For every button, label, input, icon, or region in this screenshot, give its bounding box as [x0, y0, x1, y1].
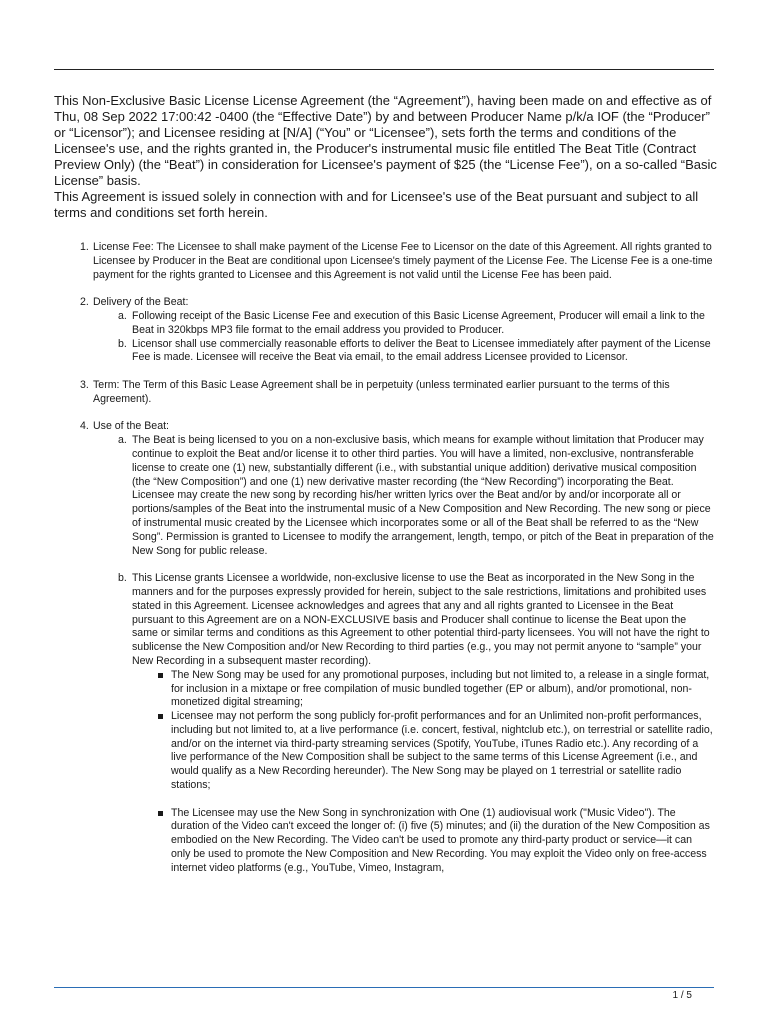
subclause-letter: a. — [118, 309, 127, 322]
clause-number: 4. — [80, 420, 89, 433]
bullet-text: Licensee may not perform the song publicly for-profit performances and for an Unlimited non-profit performances, including but not limited to, at a live performance (i.e. concert, festival, nightclub etc.), on terrestrial or satellite radio, and/or on the internet via third-party streaming services (Spotify, YouTube, iTunes Radio etc.). Any recording of a live performance of the New Composition shall be subject to the same terms of this License Agreement (i.e., and would qualify as a New Recording hereunder). The New Song may be played on 1 terrestrial or satellite radio stations; — [171, 710, 713, 792]
bullet-list — [156, 669, 714, 876]
bullet-text: The Licensee may use the New Song in synchronization with One (1) audiovisual work ("Music Video"). The duration of the Video can't exceed the longer of: (i) five (5) minutes; and (ii) the duration of the New Composition as embodied on the New Recording. The Video can't be used to promote any third-party product or service—it can only be used to promote the New Composition and New Recording. You may exploit the Video only on free-access internet video platforms (e.g., YouTube, Vimeo, Instagram, — [171, 806, 710, 874]
header-rule — [54, 69, 714, 70]
clause-number: 1. — [80, 241, 89, 253]
subclause-letter: a. — [118, 434, 127, 447]
bullet-item-performances — [156, 710, 714, 793]
square-bullet-icon — [158, 714, 163, 719]
bullet-text: The New Song may be used for any promotional purposes, including but not limited to, a release in a single format, for inclusion in a mixtape or free compilation of music bundled together (EP or album), and/or promotional, non-monetized digital streaming; — [171, 668, 710, 709]
clause-text: License Fee: The Licensee to shall make payment of the License Fee to Licensor on the date of this Agreement. All rights granted to Licensee by Producer in the Beat are conditional upon Licensee's timely payment of the License Fee. The License Fee is a one-time payment for the rights granted to Licensee and this Agreement is not valid until the License Fee has been paid. — [93, 241, 713, 281]
bullet-item-music-video — [156, 807, 714, 876]
footer-rule — [54, 987, 714, 988]
page-number: 1 / 5 — [672, 990, 692, 1001]
intro-paragraph-scope: This Agreement is issued solely in connection with and for Licensee's use of the Beat pursuant and subject to all terms and conditions set forth herein. — [54, 189, 699, 220]
subclause-text: Following receipt of the Basic License Fee and execution of this Basic License Agreement, Producer will email a link to the Beat in 320kbps MP3 file format to the email address you provided to Producer. — [132, 309, 705, 336]
clause-heading: Use of the Beat: — [93, 420, 169, 433]
subclause-text: Licensor shall use commercially reasonable efforts to deliver the Beat to Licensee immediately after payment of the License Fee is made. Licensee will receive the Beat via email, to the email address Licensee provided to Licensor. — [132, 337, 711, 364]
clause-delivery — [80, 296, 714, 365]
clause-license-fee — [80, 241, 714, 282]
subclause-4a — [118, 434, 714, 558]
subclause-letter: b. — [118, 337, 127, 350]
clause-term — [80, 379, 714, 407]
subclause-letter: b. — [118, 572, 127, 585]
subclause-4b — [118, 572, 714, 876]
clause-heading: Delivery of the Beat: — [93, 296, 189, 309]
clause-number: 2. — [80, 296, 89, 309]
clause-list — [80, 241, 714, 889]
agreement-intro — [54, 93, 718, 221]
subclause-2b — [118, 338, 714, 366]
subclause-2a — [118, 310, 714, 338]
clause-text: Term: The Term of this Basic Lease Agreement shall be in perpetuity (unless terminated earlier pursuant to the terms of this Agreement). — [93, 378, 670, 405]
square-bullet-icon — [158, 811, 163, 816]
subclause-text: The Beat is being licensed to you on a non-exclusive basis, which means for example without limitation that Producer may continue to exploit the Beat and/or license it to other third parties. You will have a limited, non-exclusive, nontransferable license to create one (1) new, substantially different (i.e., with substantial unique addition) derivative musical composition (the “New Composition”) and one (1) new derivative master recording (the “New Recording”) incorporating the Beat. Licensee may create the new song by recording his/her written lyrics over the Beat and/or by and/or incorporate all or portions/samples of the Beat into the instrumental music of a New Composition and New Recording. The new song or piece of instrumental music created by the Licensee which incorporates some or all of the Beat shall be referred to as the “New Song”. Permission is granted to Licensee to modify the arrangement, length, tempo, or pitch of the Beat in preparation of the New Song for public release. — [132, 434, 714, 557]
subclause-text: This License grants Licensee a worldwide, non-exclusive license to use the Beat as incorporated in the New Song in the manners and for the purposes expressly provided for herein, subject to the sale restrictions, limitations and prohibited uses stated in this Agreement. Licensee acknowledges and agrees that any and all rights granted to Licensee in the Beat pursuant to this Agreement are on a NON-EXCLUSIVE basis and Producer shall continue to license the Beat upon the same or similar terms and conditions as this Agreement to other potential third-party licensees. You will not have the right to sublicense the New Composition and/or New Recording to third parties (e.g., you may not permit anyone to “sample” your New Recording in a subsequent master recording). — [132, 572, 710, 667]
clause-use-of-beat — [80, 420, 714, 875]
bullet-item-promotional-use — [156, 669, 714, 710]
clause-number: 3. — [80, 378, 89, 391]
intro-paragraph: This Non-Exclusive Basic License License Agreement (the “Agreement”), having been made on and effective as of Thu, 08 Sep 2022 17:00:42 -0400 (the “Effective Date”) by and between Producer Name p/k/a IOF (the “Producer” or “Licensor”); and Licensee residing at [N/A] (“You” or “Licensee”), sets forth the terms and conditions of the Licensee's use, and the rights granted in, the Producer's instrumental music file entitled The Beat Title (Contract Preview Only) (the “Beat”) in consideration for Licensee's payment of $25 (the “License Fee”), on a so-called “Basic License” basis. — [54, 93, 717, 188]
square-bullet-icon — [158, 673, 163, 678]
